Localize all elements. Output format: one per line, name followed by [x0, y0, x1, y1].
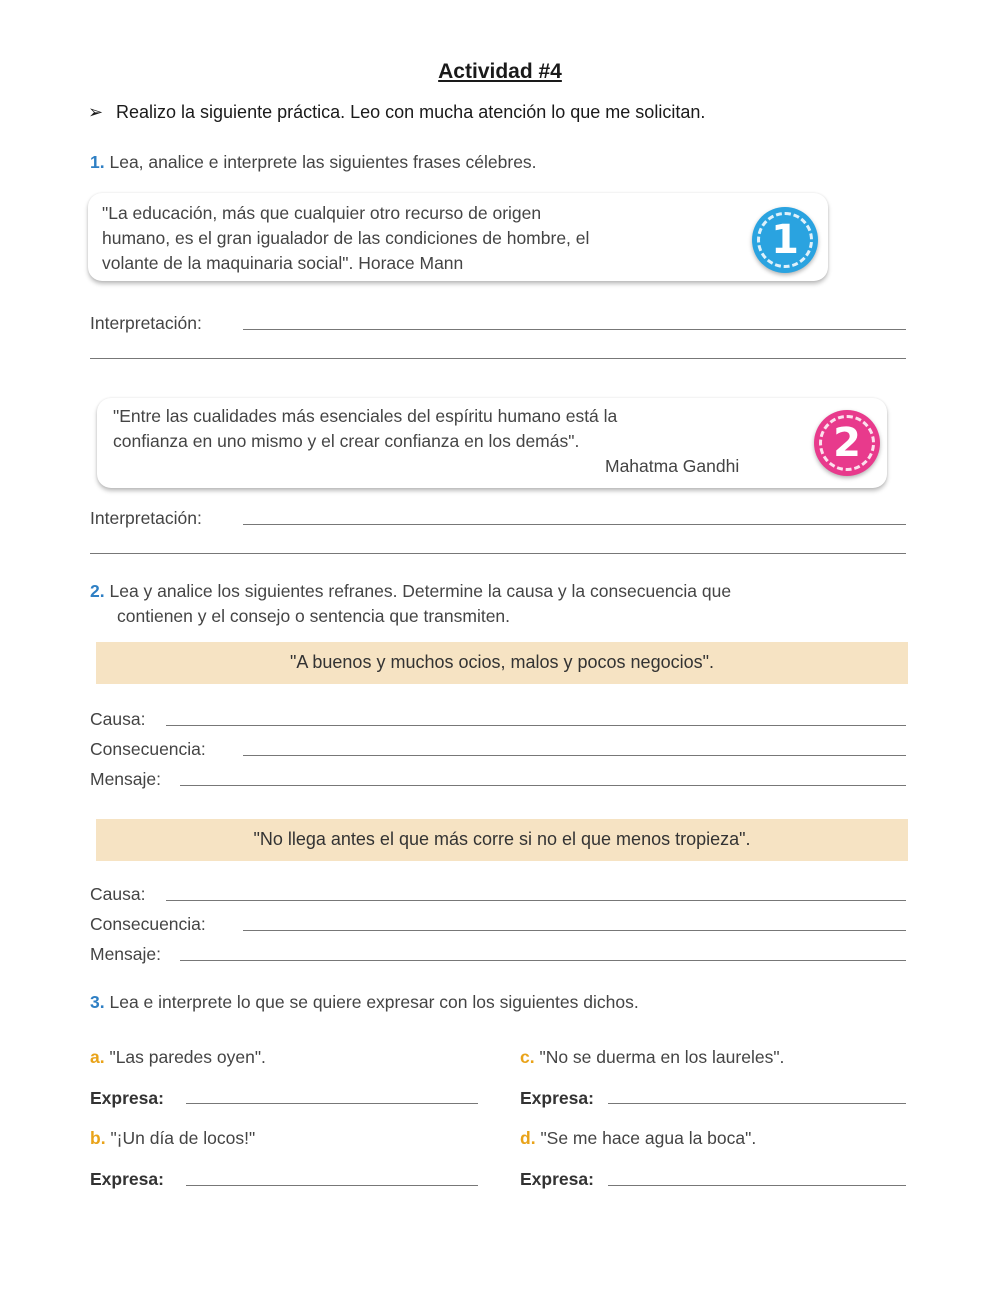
message-2-input-line[interactable] [180, 960, 906, 961]
quote-1-line: volante de la maquinaria social". Horace Mann [102, 253, 464, 273]
interpretation-2-input-line[interactable] [243, 524, 906, 525]
expresa-c-input-line[interactable] [608, 1103, 906, 1104]
cause-label-1: Causa: [90, 709, 146, 729]
expresa-label-c: Expresa: [520, 1088, 594, 1108]
instruction [88, 102, 705, 123]
cause-1-input-line[interactable] [166, 725, 906, 726]
message-label-1: Mensaje: [90, 769, 162, 789]
quote-1-line: humano, es el gran igualador de las condiciones de hombre, el [102, 228, 590, 248]
consequence-1-input-line[interactable] [243, 755, 906, 756]
expresa-label-d: Expresa: [520, 1169, 594, 1189]
section-2-number: 2. [90, 581, 105, 601]
section-1-text: Lea, analice e interprete las siguientes frases célebres. [109, 152, 537, 172]
saying-item-d: d. "Se me hace agua la boca". [520, 1128, 757, 1148]
message-1-input-line[interactable] [180, 785, 906, 786]
page-title: Actividad #4 [438, 60, 562, 83]
section-3-heading [90, 992, 639, 1013]
interpretation-label-1: Interpretación: [90, 313, 202, 333]
section-1-heading [90, 152, 537, 173]
saying-1-banner: "A buenos y muchos ocios, malos y pocos negocios". [96, 642, 908, 684]
saying-2-banner: "No llega antes el que más corre si no el que menos tropieza". [96, 819, 908, 861]
section-1-number: 1. [90, 152, 105, 172]
interpretation-label-2: Interpretación: [90, 508, 202, 528]
interpretation-1-input-line-2[interactable] [90, 358, 906, 359]
message-label-2: Mensaje: [90, 944, 162, 964]
section-2-text-line2: contienen y el consejo o sentencia que transmiten. [117, 606, 511, 626]
consequence-label-1: Consecuencia: [90, 739, 206, 759]
cause-2-input-line[interactable] [166, 900, 906, 901]
quote-1-line: "La educación, más que cualquier otro recurso de origen [102, 203, 542, 223]
quote-2-line: confianza en uno mismo y el crear confianza en los demás". [113, 431, 580, 451]
consequence-label-2: Consecuencia: [90, 914, 206, 934]
section-2-text-line1: Lea y analice los siguientes refranes. Determine la causa y la consecuencia que [109, 581, 732, 601]
instruction-text: Realizo la siguiente práctica. Leo con mucha atención lo que me solicitan. [116, 102, 706, 122]
cause-label-2: Causa: [90, 884, 146, 904]
consequence-2-input-line[interactable] [243, 930, 906, 931]
saying-item-b: b. "¡Un día de locos!" [90, 1128, 256, 1148]
quote-2-author: Mahatma Gandhi [605, 456, 740, 476]
interpretation-2-input-line-2[interactable] [90, 553, 906, 554]
arrow-bullet-icon: ➢ [88, 102, 104, 122]
section-3-number: 3. [90, 992, 105, 1012]
interpretation-1-input-line[interactable] [243, 329, 906, 330]
saying-item-c: c. "No se duerma en los laureles". [520, 1047, 785, 1067]
section-2-heading [90, 579, 731, 629]
quote-2-line: "Entre las cualidades más esenciales del espíritu humano está la [113, 406, 618, 426]
quote-box-2 [97, 398, 887, 488]
quote-box-1 [88, 193, 828, 281]
expresa-label-a: Expresa: [90, 1088, 164, 1108]
number-1-badge-icon: 1 [752, 207, 818, 273]
number-2-badge-icon: 2 [814, 410, 880, 476]
expresa-label-b: Expresa: [90, 1169, 164, 1189]
saying-item-a: a. "Las paredes oyen". [90, 1047, 266, 1067]
expresa-b-input-line[interactable] [186, 1185, 478, 1186]
expresa-a-input-line[interactable] [186, 1103, 478, 1104]
section-3-text: Lea e interprete lo que se quiere expresar con los siguientes dichos. [109, 992, 639, 1012]
expresa-d-input-line[interactable] [608, 1185, 906, 1186]
